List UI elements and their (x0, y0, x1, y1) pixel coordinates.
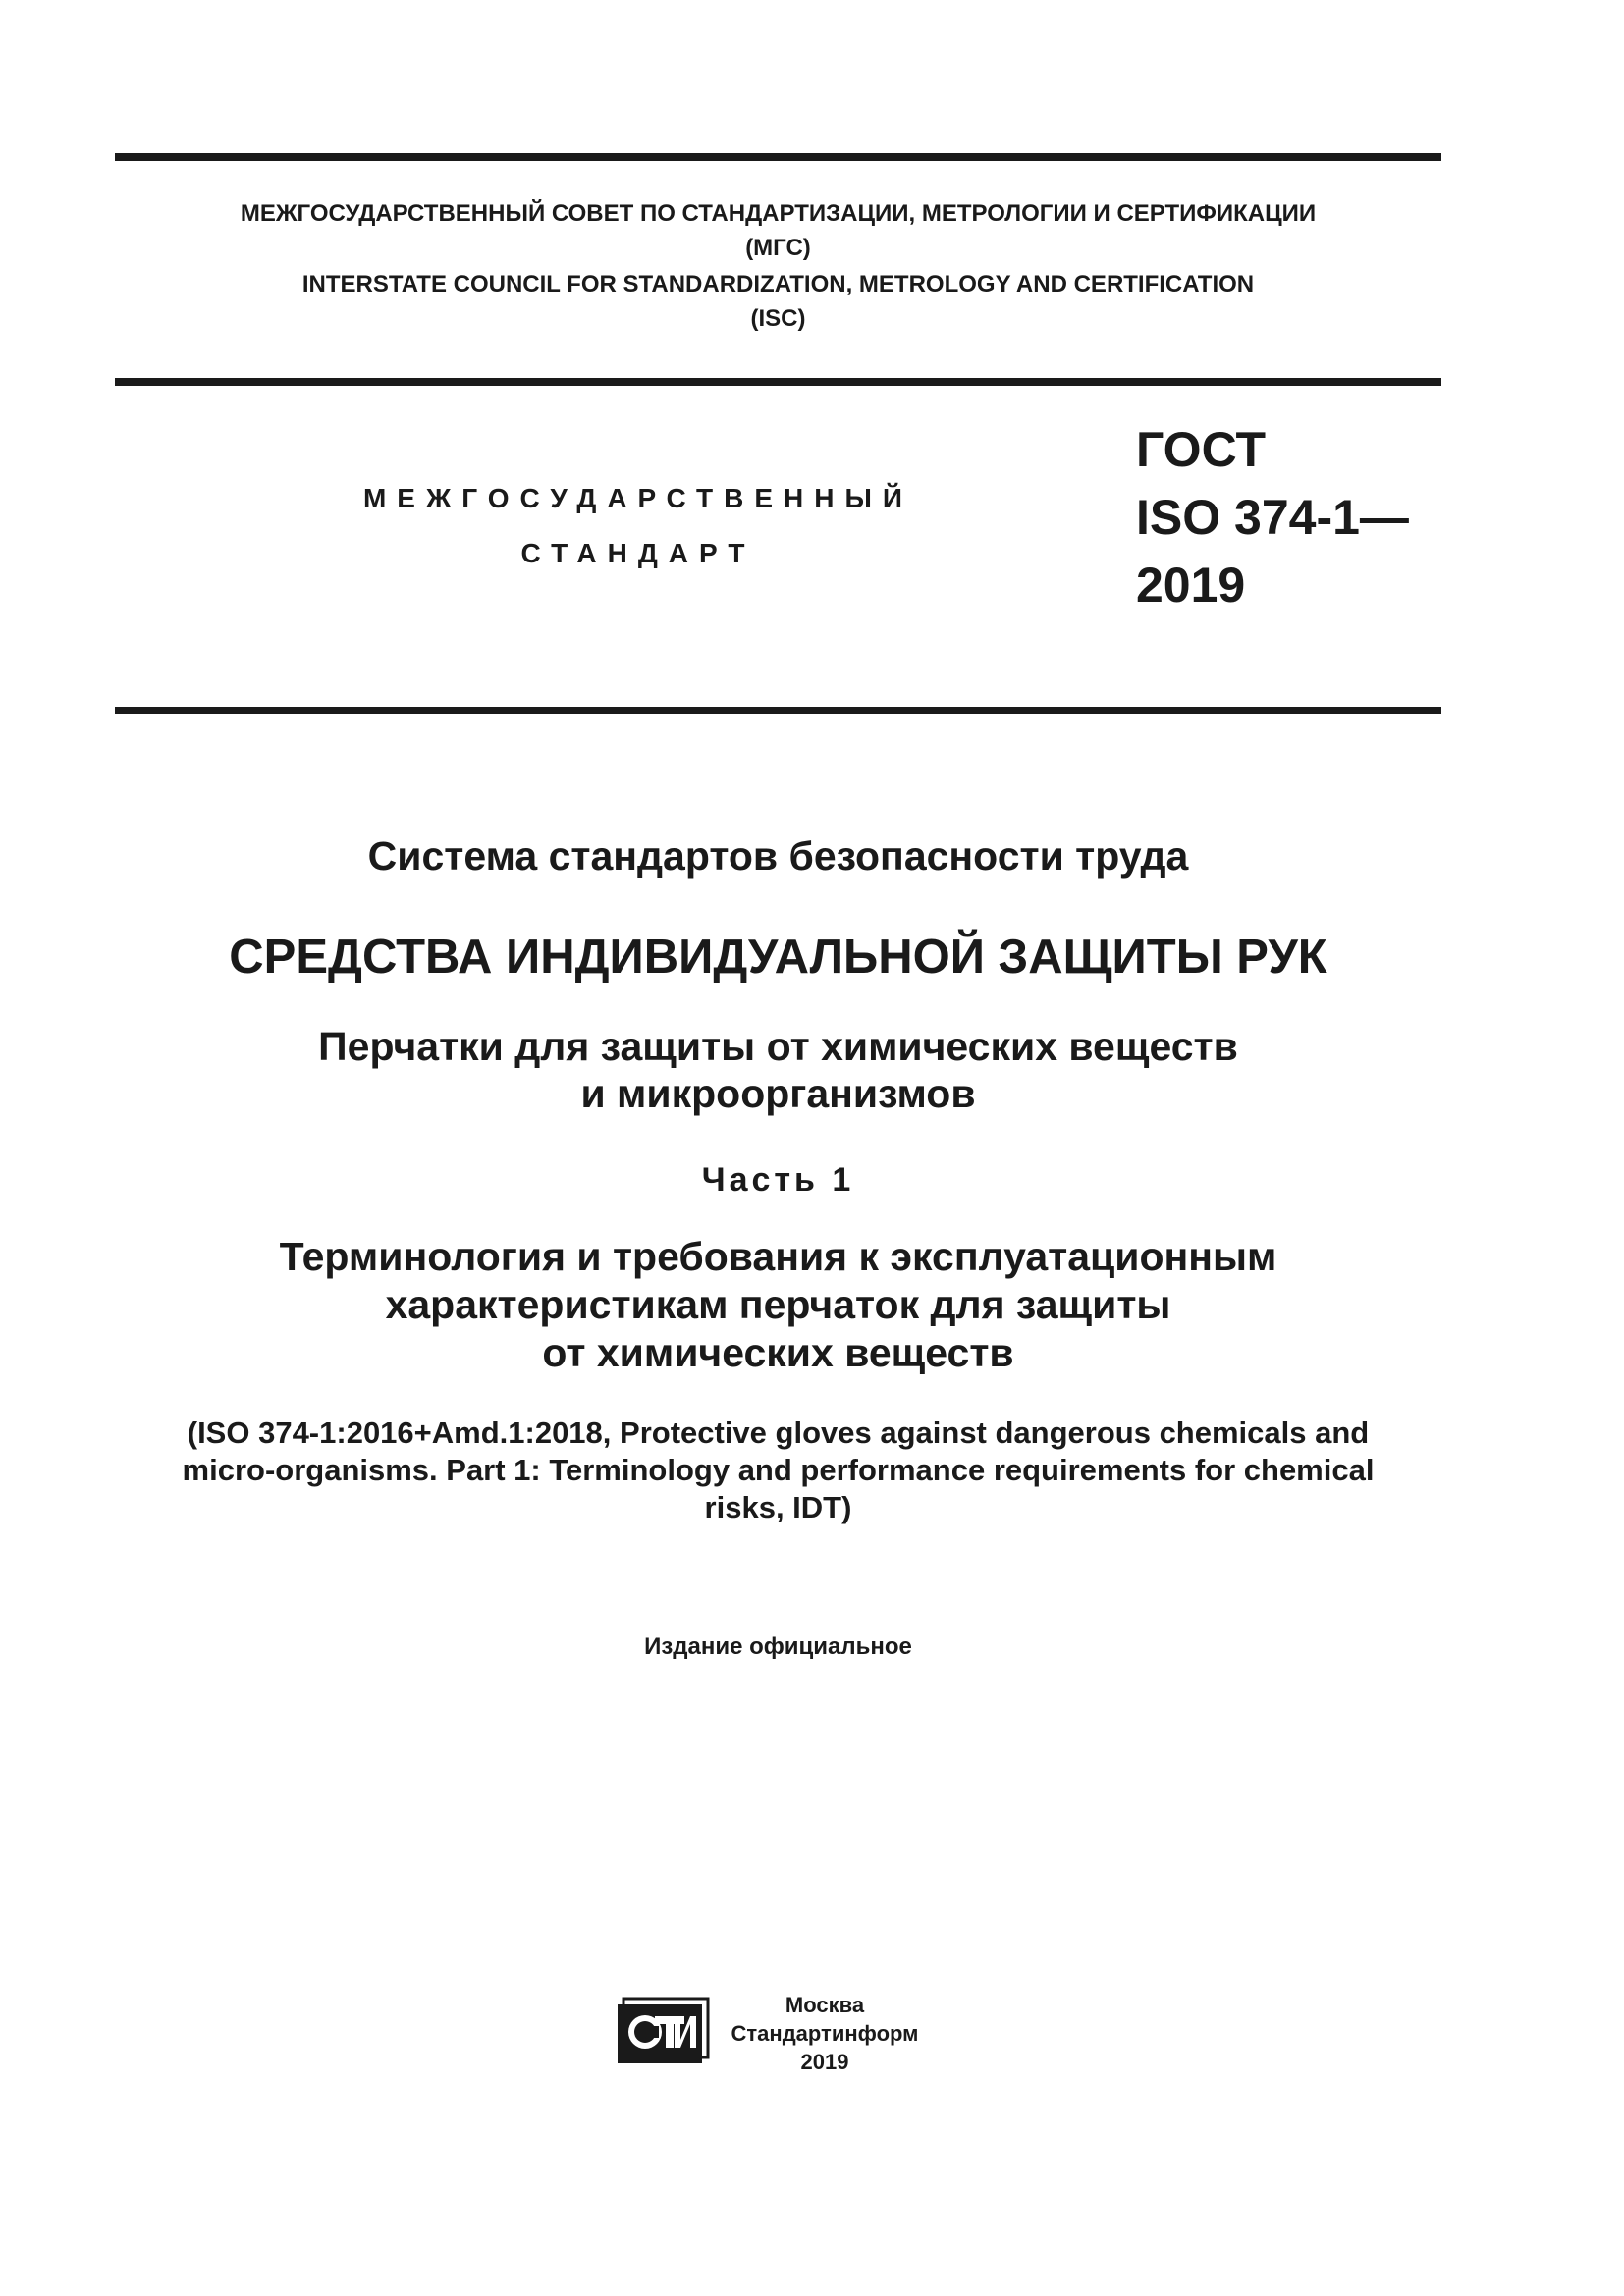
standard-type-line2: СТАНДАРТ (520, 538, 756, 568)
part-title-line2: характеристикам перчаток для защиты (385, 1282, 1171, 1327)
publisher-city: Москва (785, 1993, 865, 2017)
document-title: СРЕДСТВА ИНДИВИДУАЛЬНОЙ ЗАЩИТЫ РУК (229, 931, 1327, 984)
bottom-rule (115, 707, 1441, 714)
subtitle-line1: Перчатки для защиты от химических веществ (318, 1024, 1238, 1069)
designation-line1: ГОСТ (1136, 422, 1266, 477)
part-number: Часть 1 (701, 1161, 855, 1199)
iso-reference-line1: (ISO 374-1:2016+Amd.1:2018, Protective gloves against dangerous chemicals and (187, 1415, 1370, 1450)
part-title (115, 1233, 1441, 1377)
document-subtitle (115, 1023, 1441, 1117)
subtitle-line2: и микроорганизмов (580, 1071, 976, 1116)
logo-graphic (616, 1997, 710, 2065)
council-abbr-en: (ISC) (750, 305, 806, 332)
publisher-name: Стандартинформ (731, 2021, 919, 2046)
council-abbr-ru: (МГС) (745, 235, 811, 261)
designation-line2: ISO 374-1— (1136, 490, 1409, 545)
series-title: Система стандартов безопасности труда (367, 833, 1189, 879)
council-name-ru: МЕЖГОСУДАРСТВЕННЫЙ СОВЕТ ПО СТАНДАРТИЗАЦИИ, МЕТРОЛОГИИ И СЕРТИФИКАЦИИ (240, 200, 1317, 227)
iso-reference-line2: micro-organisms. Part 1: Terminology and performance requirements for chemical (182, 1453, 1375, 1487)
council-name-en: INTERSTATE COUNCIL FOR STANDARDIZATION, METROLOGY AND CERTIFICATION (301, 271, 1255, 297)
standard-type-label (295, 471, 982, 581)
designation-line3: 2019 (1136, 558, 1246, 613)
standard-designation (1136, 416, 1409, 619)
middle-rule (115, 378, 1441, 386)
part-title-line1: Терминология и требования к эксплуатационным (279, 1234, 1277, 1279)
council-header (115, 196, 1441, 336)
part-title-line3: от химических веществ (542, 1330, 1014, 1375)
standartinform-logo-icon (616, 1997, 710, 2065)
edition-label: Издание официальное (644, 1633, 912, 1660)
iso-reference (115, 1415, 1441, 1526)
publisher-year: 2019 (800, 2050, 849, 2074)
iso-reference-line3: risks, IDT) (704, 1490, 852, 1524)
publisher-block (727, 1991, 923, 2076)
top-rule (115, 153, 1441, 161)
standard-type-line1: МЕЖГОСУДАРСТВЕННЫЙ (362, 483, 914, 513)
